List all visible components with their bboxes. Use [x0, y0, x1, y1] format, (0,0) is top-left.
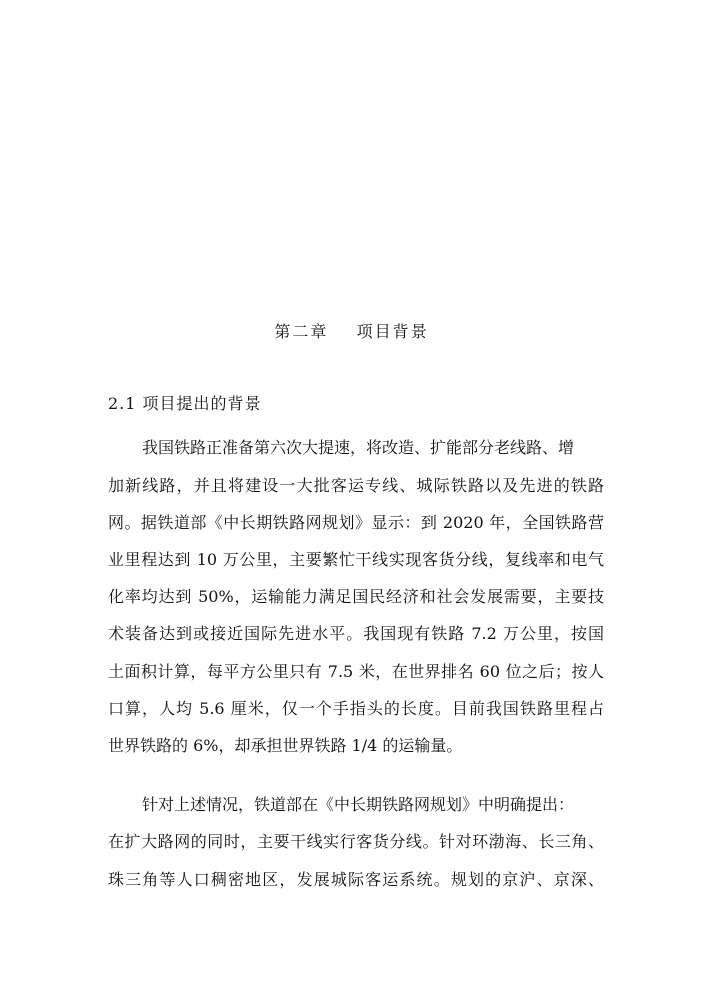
paragraph-line: 口算，人均 5.6 厘米，仅一个手指头的长度。目前我国铁路里程占 [108, 699, 604, 718]
paragraph-line: 业里程达到 10 万公里，主要繁忙干线实现客货分线，复线率和电气 [108, 550, 604, 569]
paragraph-line: 在扩大路网的同时，主要干线实行客货分线。针对环渤海、长三角、 [108, 832, 604, 851]
paragraph-line: 加新线路，并且将建设一大批客运专线、城际铁路以及先进的铁路 [108, 476, 604, 495]
section-heading: 2.1 项目提出的背景 [108, 394, 262, 413]
chapter-title: 第二章 项目背景 [274, 322, 429, 341]
paragraph-line: 术装备达到或接近国际先进水平。我国现有铁路 7.2 万公里，按国 [108, 624, 604, 643]
paragraph-line: 珠三角等人口稠密地区，发展城际客运系统。规划的京沪、京深、 [108, 870, 604, 889]
paragraph-line: 我国铁路正准备第六次大提速，将改造、扩能部分老线路、增 [142, 438, 575, 457]
paragraph-line: 世界铁路的 6%，却承担世界铁路 1/4 的运输量。 [108, 736, 463, 755]
paragraph-line: 土面积计算，每平方公里只有 7.5 米，在世界排名 60 位之后；按人 [108, 662, 604, 681]
paragraph-line: 化率均达到 50%，运输能力满足国民经济和社会发展需要，主要技 [108, 587, 604, 606]
paragraph-line: 针对上述情况，铁道部在《中长期铁路网规划》中明确提出： [142, 795, 575, 814]
paragraph-line: 网。据铁道部《中长期铁路网规划》显示：到 2020 年，全国铁路营 [108, 513, 604, 532]
